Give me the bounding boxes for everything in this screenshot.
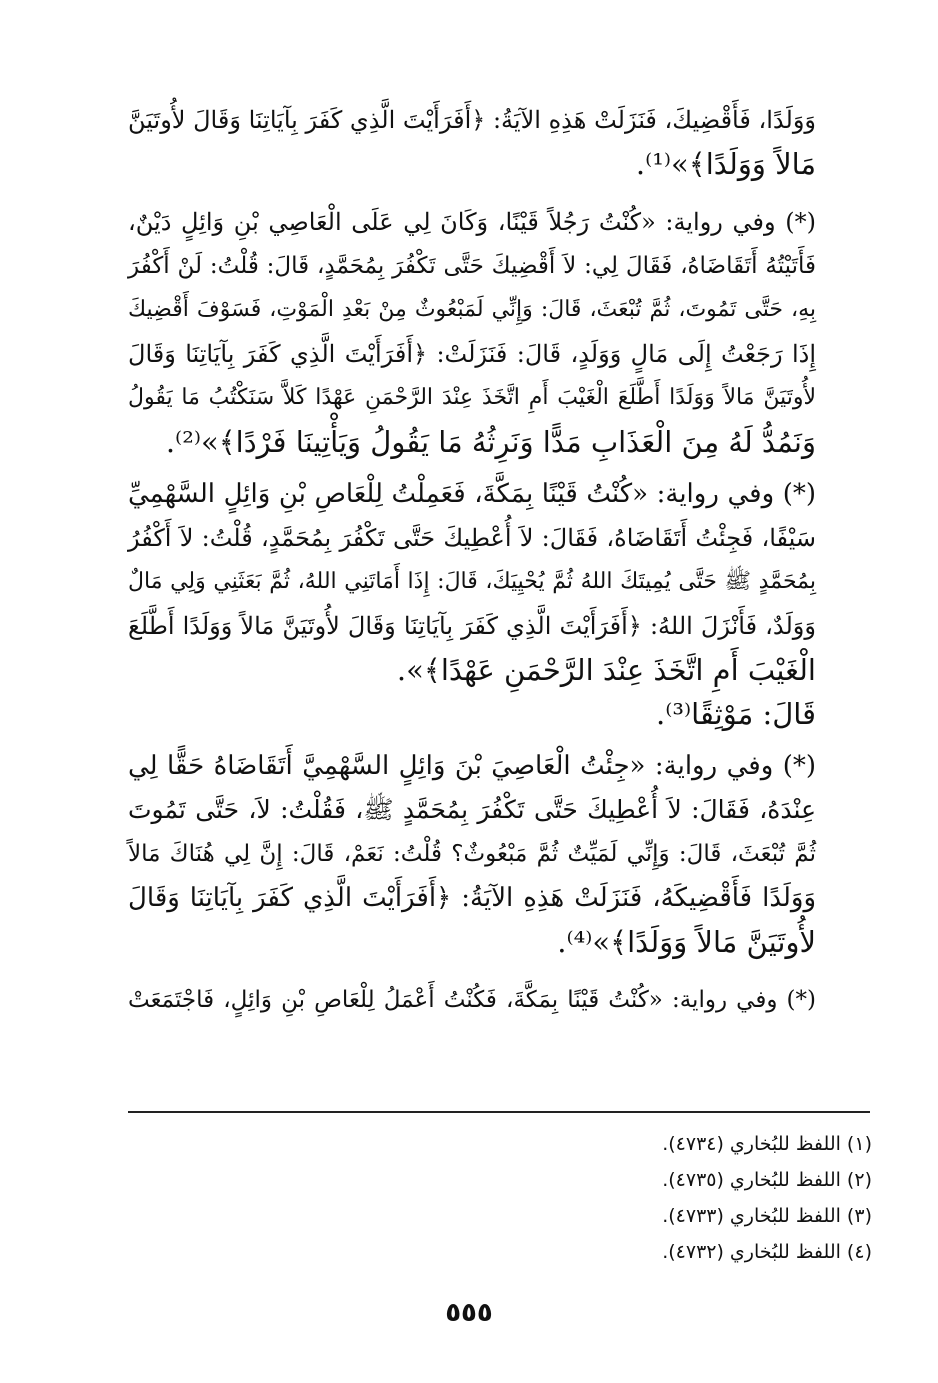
footnote: (٤) اللفظ للبُخاري (٤٧٣٢).: [662, 1241, 872, 1263]
text-line: ثُمَّ تُبْعَثَ، قَالَ: وَإِنِّي لَمَيِّتٌ ثُمَّ مَبْعُوثٌ؟ قُلْتُ: نَعَمْ، قَالَ: إِنَّ لِي هُنَاكَ مَالاً: [128, 841, 816, 867]
text-line: وَنَمُدُّ لَهُ مِنَ الْعَذَابِ مَدًّا وَنَرِثُهُ مَا يَقُولُ وَيَأْتِينَا فَرْدًا﴾»⁽²⁾.: [165, 425, 816, 459]
page-number: ٥٥٥: [445, 1298, 493, 1328]
text-line: (*) وفي رواية: «كُنْتُ قَيْنًا بِمَكَّةَ، فَعَمِلْتُ لِلْعَاصِ بْنِ وَائِلٍ السَّهْمِيِّ: [128, 479, 816, 509]
footnote-divider: [128, 1111, 870, 1113]
text-line: (*) وفي رواية: «كُنْتُ قَيْنًا بِمَكَّةَ، فَكُنْتُ أَعْمَلُ لِلْعَاصِ بْنِ وَائِلٍ، فَاجْتَمَعَتْ: [128, 987, 816, 1013]
text-line: الْغَيْبَ أَمِ اتَّخَذَ عِنْدَ الرَّحْمَنِ عَهْدًا﴾».: [396, 653, 816, 687]
paragraph-5: [128, 978, 816, 1022]
text-line: سَيْفًا، فَجِئْتُ أَتَقَاضَاهُ، فَقَالَ: لاَ أُعْطِيكَ حَتَّى تَكْفُرَ بِمُحَمَّدٍ، قُلْتُ: لاَ أَكْفُرُ: [128, 524, 816, 552]
footnotes: [312, 1126, 872, 1270]
paragraph-1: [128, 98, 816, 186]
paragraph-3: [128, 472, 816, 736]
text-line: لأُوتَيَنَّ مَالاً وَوَلَدًا أَطَّلَعَ الْغَيْبَ أَمِ اتَّخَذَ عِنْدَ الرَّحْمَنِ عَهْدًا كَلاَّ سَنَكْتُبُ مَا يَقُولُ: [128, 385, 816, 410]
text-line: قَالَ: مَوْثِقًا⁽³⁾.: [656, 697, 816, 731]
footnote: (٣) اللفظ للبُخاري (٤٧٣٣).: [662, 1205, 872, 1227]
footnote: (٢) اللفظ للبُخاري (٤٧٣٥).: [662, 1169, 872, 1191]
paragraph-4: [128, 744, 816, 964]
text-line: عِنْدَهُ، فَقَالَ: لاَ أُعْطِيكَ حَتَّى تَكْفُرَ بِمُحَمَّدٍ ﷺ، فَقُلْتُ: لاَ، حَتَّى تَمُوتَ: [128, 795, 816, 824]
main-text: [128, 98, 816, 1030]
text-line: (*) وفي رواية: «جِئْتُ الْعَاصِيَ بْنَ وَائِلٍ السَّهْمِيَّ أَتَقَاضَاهُ حَقًّا لِي: [128, 751, 816, 781]
text-line: (*) وفي رواية: «كُنْتُ رَجُلاً قَيْنًا، وَكَانَ لِي عَلَى الْعَاصِي بْنِ وَائِلٍ دَيْنٌ،: [128, 208, 816, 236]
text-line: فَأَتَيْتُهُ أَتَقَاضَاهُ، فَقَالَ لِي: لاَ أَقْضِيكَ حَتَّى تَكْفُرَ بِمُحَمَّدٍ، قَالَ: قُلْتُ: لَنْ أَكْفُرَ: [128, 253, 816, 279]
text-line: وَوَلَدٌ، فَأَنْزَلَ اللهُ: ﴿أَفَرَأَيْتَ الَّذِي كَفَرَ بِآيَاتِنَا وَقَالَ لأُوتَيَنَّ مَالاً وَوَلَدًا أَطَّلَعَ: [128, 612, 816, 640]
text-line: وَوَلَدًا، فَأَقْضِيكَ، فَنَزَلَتْ هَذِهِ الآيَةُ: ﴿أَفَرَأَيْتَ الَّذِي كَفَرَ بِآيَاتِنَا وَقَالَ لأُوتَيَنَّ: [128, 106, 816, 134]
footnote: (١) اللفظ للبُخاري (٤٧٣٤).: [662, 1133, 872, 1155]
text-line: لأُوتَيَنَّ مَالاً وَوَلَدًا﴾»⁽⁴⁾.: [557, 925, 816, 959]
text-line: إِذَا رَجَعْتُ إِلَى مَالٍ وَوَلَدٍ، قَالَ: فَنَزَلَتْ: ﴿أَفَرَأَيْتَ الَّذِي كَفَرَ بِآيَاتِنَا وَقَالَ: [128, 340, 816, 368]
text-line: وَوَلَدًا فَأَقْضِيكَهُ، فَنَزَلَتْ هَذِهِ الآيَةُ: ﴿أَفَرَأَيْتَ الَّذِي كَفَرَ بِآيَاتِنَا وَقَالَ: [128, 883, 816, 913]
paragraph-2: [128, 200, 816, 464]
text-line: بِهِ، حَتَّى تَمُوتَ، ثُمَّ تُبْعَثَ، قَالَ: وَإِنِّي لَمَبْعُوثٌ مِنْ بَعْدِ الْمَوْتِ، فَسَوْفَ أَقْضِيكَ: [128, 297, 816, 322]
text-line: مَالاً وَوَلَدًا﴾»⁽¹⁾.: [635, 147, 816, 181]
text-line: بِمُحَمَّدٍ ﷺ حَتَّى يُمِيتَكَ اللهُ ثُمَّ يُحْيِيَكَ، قَالَ: إِذَا أَمَاتَنِي اللهُ، ثُمَّ بَعَثَنِي وَلِي مَالٌ: [128, 569, 816, 594]
